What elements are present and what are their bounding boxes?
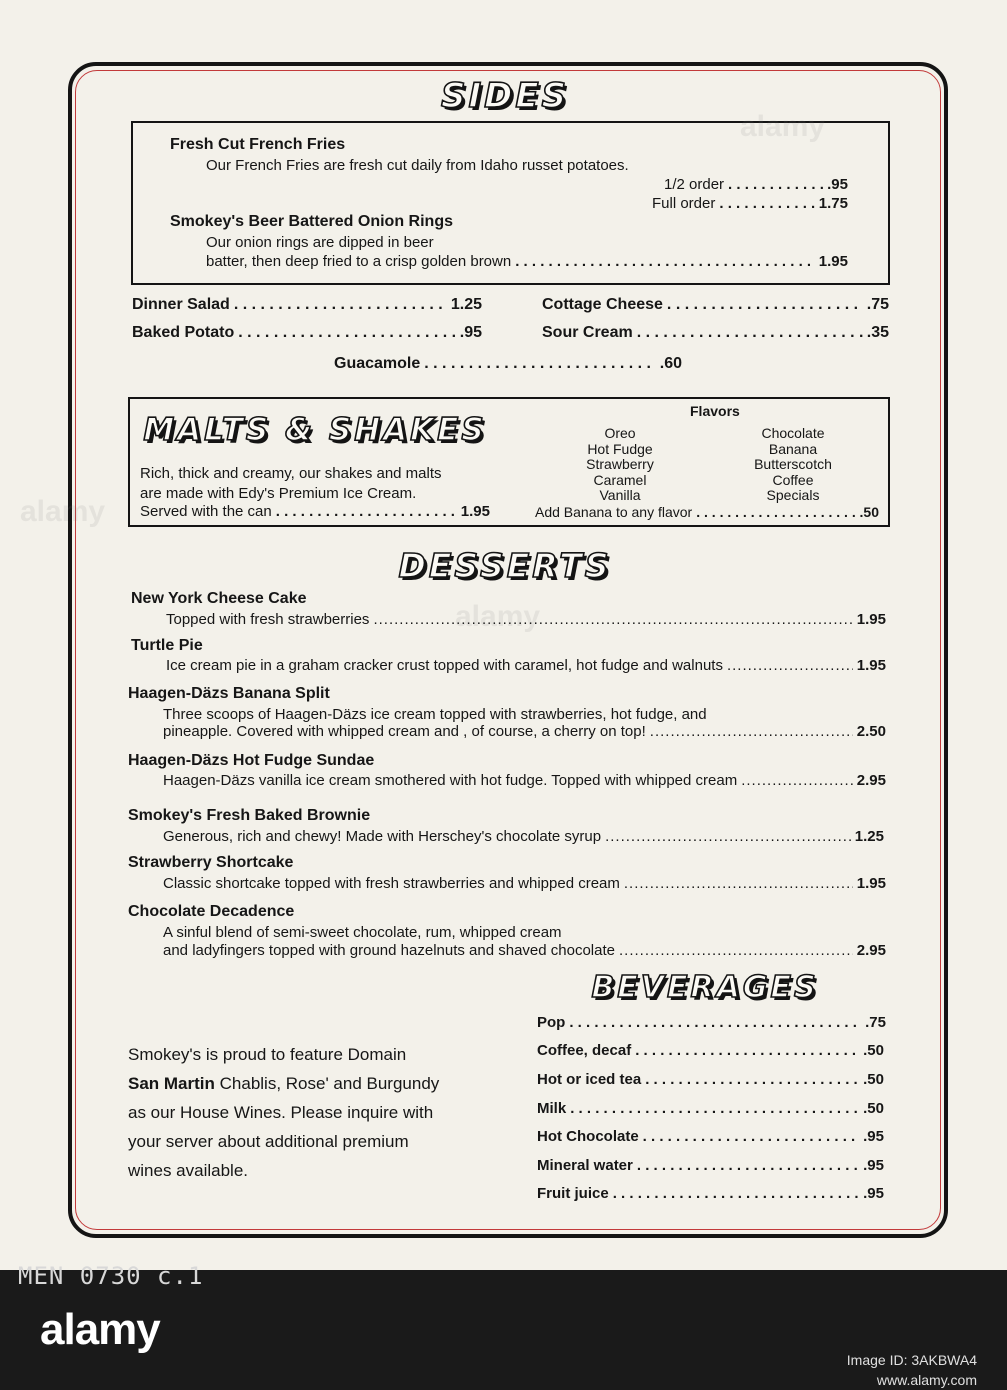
- flavors-left-col: [565, 426, 675, 504]
- dessert-desc-row: [166, 657, 886, 674]
- watermark-overlay: alamy: [455, 600, 541, 633]
- sides-heading: SIDES: [440, 76, 570, 116]
- side-sour-cream: [542, 324, 889, 342]
- wine-line: wines available.: [128, 1161, 249, 1180]
- beverage-name: Coffee, decaf: [537, 1042, 632, 1059]
- dessert-desc: A sinful blend of semi-sweet chocolate, rum, whipped cream: [163, 924, 562, 941]
- side-name: Cottage Cheese: [542, 296, 663, 313]
- beverage-name: Mineral water: [537, 1157, 633, 1174]
- flavors-title: Flavors: [690, 403, 740, 419]
- site-text: www.alamy.com: [876, 1372, 977, 1388]
- flavor-item: Oreo: [604, 425, 636, 441]
- malts-price: 1.95: [460, 503, 490, 520]
- beverage-row: [537, 1157, 884, 1174]
- beverage-row: [537, 1071, 884, 1088]
- wine-brand: San Martin: [128, 1074, 215, 1093]
- dessert-name: Strawberry Shortcake: [128, 854, 294, 871]
- alamy-logo: alamy: [40, 1305, 160, 1354]
- wine-line: your server about additional premium: [128, 1132, 409, 1151]
- dessert-name: Turtle Pie: [131, 637, 203, 654]
- dessert-price: 1.95: [856, 657, 886, 674]
- wine-line-rest: Chablis, Rose' and Burgundy: [214, 1074, 440, 1093]
- malts-served-text: Served with the can: [140, 503, 272, 520]
- dessert-desc-row: [163, 828, 884, 845]
- beverage-row: [537, 1042, 884, 1059]
- beverage-name: Fruit juice: [537, 1185, 609, 1202]
- beverage-name: Hot or iced tea: [537, 1071, 642, 1088]
- dessert-desc: Haagen-Däzs vanilla ice cream smothered with hot fudge. Topped with whipped cream: [163, 772, 738, 789]
- dessert-price: 1.95: [856, 611, 886, 628]
- dessert-desc: and ladyfingers topped with ground hazelnuts and shaved chocolate: [163, 942, 615, 959]
- beverage-row: [537, 1014, 886, 1031]
- fries-name: Fresh Cut French Fries: [170, 136, 346, 153]
- half-label: 1/2 order: [664, 176, 725, 193]
- side-price: .60: [659, 355, 682, 372]
- fries-full-order: [652, 195, 848, 212]
- flavors-right-col: [733, 426, 853, 504]
- side-name: Guacamole: [334, 355, 421, 372]
- beverage-name: Hot Chocolate: [537, 1128, 639, 1145]
- flavor-item: Butterscotch: [754, 456, 832, 472]
- malts-heading: MALTS & SHAKES: [143, 412, 487, 448]
- malts-served: [140, 503, 490, 520]
- rings-price: 1.95: [818, 253, 848, 270]
- flavor-item: Strawberry: [586, 456, 654, 472]
- flavor-item: Coffee: [772, 471, 814, 488]
- half-price: .95: [827, 176, 848, 193]
- beverage-row: [537, 1128, 884, 1145]
- side-name: Baked Potato: [132, 324, 235, 341]
- dessert-desc: pineapple. Covered with whipped cream and , of course, a cherry on top!: [163, 723, 646, 740]
- side-price: .95: [459, 324, 482, 341]
- fries-half-order: [664, 176, 848, 193]
- dessert-desc-row: [163, 772, 886, 789]
- side-price: 1.25: [450, 296, 482, 313]
- beverage-price: .95: [863, 1185, 884, 1202]
- dessert-desc: Three scoops of Haagen-Däzs ice cream topped with strawberries, hot fudge, and: [163, 706, 707, 723]
- handwritten-catalog-number: MEN 0730 c.1: [18, 1262, 204, 1290]
- wine-line: Smokey's is proud to feature Domain: [128, 1045, 407, 1064]
- image-id-text: Image ID: 3AKBWA4: [846, 1352, 977, 1368]
- dessert-desc: Topped with fresh strawberries: [166, 611, 370, 628]
- dessert-desc-row: [163, 942, 886, 959]
- beverage-price: .50: [863, 1100, 884, 1117]
- alamy-credit: [847, 1350, 977, 1390]
- fries-desc: Our French Fries are fresh cut daily from Idaho russet potatoes.: [206, 157, 629, 174]
- malts-desc-1: Rich, thick and creamy, our shakes and malts: [140, 465, 442, 482]
- desserts-heading: DESSERTS: [398, 546, 612, 585]
- house-wine-note: [128, 1040, 488, 1185]
- dessert-name: Chocolate Decadence: [128, 903, 295, 920]
- side-cottage-cheese: [542, 296, 889, 314]
- dessert-desc: Ice cream pie in a graham cracker crust topped with caramel, hot fudge and walnuts: [166, 657, 723, 674]
- side-price: .35: [866, 324, 889, 341]
- dessert-price: 1.95: [856, 875, 886, 892]
- malts-desc-2: are made with Edy's Premium Ice Cream.: [140, 485, 417, 502]
- side-price: .75: [866, 296, 889, 313]
- beverage-row: [537, 1185, 884, 1202]
- dessert-desc-row: [163, 875, 886, 892]
- flavor-item: Caramel: [593, 471, 647, 488]
- beverage-name: Pop: [537, 1014, 566, 1031]
- dessert-desc-row: [163, 723, 886, 740]
- dessert-name: New York Cheese Cake: [131, 590, 307, 607]
- flavor-item: Chocolate: [761, 425, 825, 441]
- beverage-name: Milk: [537, 1100, 567, 1117]
- side-name: Sour Cream: [542, 324, 633, 341]
- beverage-row: [537, 1100, 884, 1117]
- flavor-item: Banana: [768, 440, 818, 457]
- rings-desc-2-text: batter, then deep fried to a crisp golden brown: [206, 253, 512, 270]
- beverage-price: .95: [863, 1128, 884, 1145]
- addon-text: Add Banana to any flavor: [535, 504, 693, 520]
- dessert-price: 2.50: [856, 723, 886, 740]
- rings-desc-2: [206, 253, 848, 270]
- dessert-price: 1.25: [854, 828, 884, 845]
- flavor-item: Hot Fudge: [587, 440, 653, 457]
- dessert-desc: Classic shortcake topped with fresh strawberries and whipped cream: [163, 875, 620, 892]
- dessert-name: Smokey's Fresh Baked Brownie: [128, 807, 371, 824]
- watermark-overlay: alamy: [20, 495, 106, 528]
- wine-line: as our House Wines. Please inquire with: [128, 1103, 434, 1122]
- dessert-price: 2.95: [856, 772, 886, 789]
- flavor-item: Vanilla: [599, 487, 641, 503]
- addon-price: .50: [859, 504, 879, 520]
- full-label: Full order: [652, 195, 716, 212]
- beverage-price: .75: [865, 1014, 886, 1031]
- rings-desc-1: Our onion rings are dipped in beer: [206, 234, 434, 251]
- full-price: 1.75: [818, 195, 848, 212]
- watermark-overlay: alamy: [740, 110, 826, 143]
- side-guacamole: [334, 355, 682, 373]
- beverage-price: .50: [863, 1042, 884, 1059]
- side-baked-potato: [132, 324, 482, 342]
- flavor-addon: [535, 504, 879, 520]
- rings-name: Smokey's Beer Battered Onion Rings: [170, 213, 453, 230]
- dessert-desc: Generous, rich and chewy! Made with Herschey's chocolate syrup: [163, 828, 602, 845]
- beverage-price: .50: [863, 1071, 884, 1088]
- flavor-item: Specials: [766, 487, 820, 503]
- wine-line: [128, 1069, 488, 1098]
- beverage-price: .95: [863, 1157, 884, 1174]
- side-dinner-salad: [132, 296, 482, 314]
- dessert-name: Haagen-Däzs Banana Split: [128, 685, 330, 702]
- dessert-name: Haagen-Däzs Hot Fudge Sundae: [128, 752, 375, 769]
- dessert-price: 2.95: [856, 942, 886, 959]
- side-name: Dinner Salad: [132, 296, 230, 313]
- beverages-heading: BEVERAGES: [591, 970, 819, 1005]
